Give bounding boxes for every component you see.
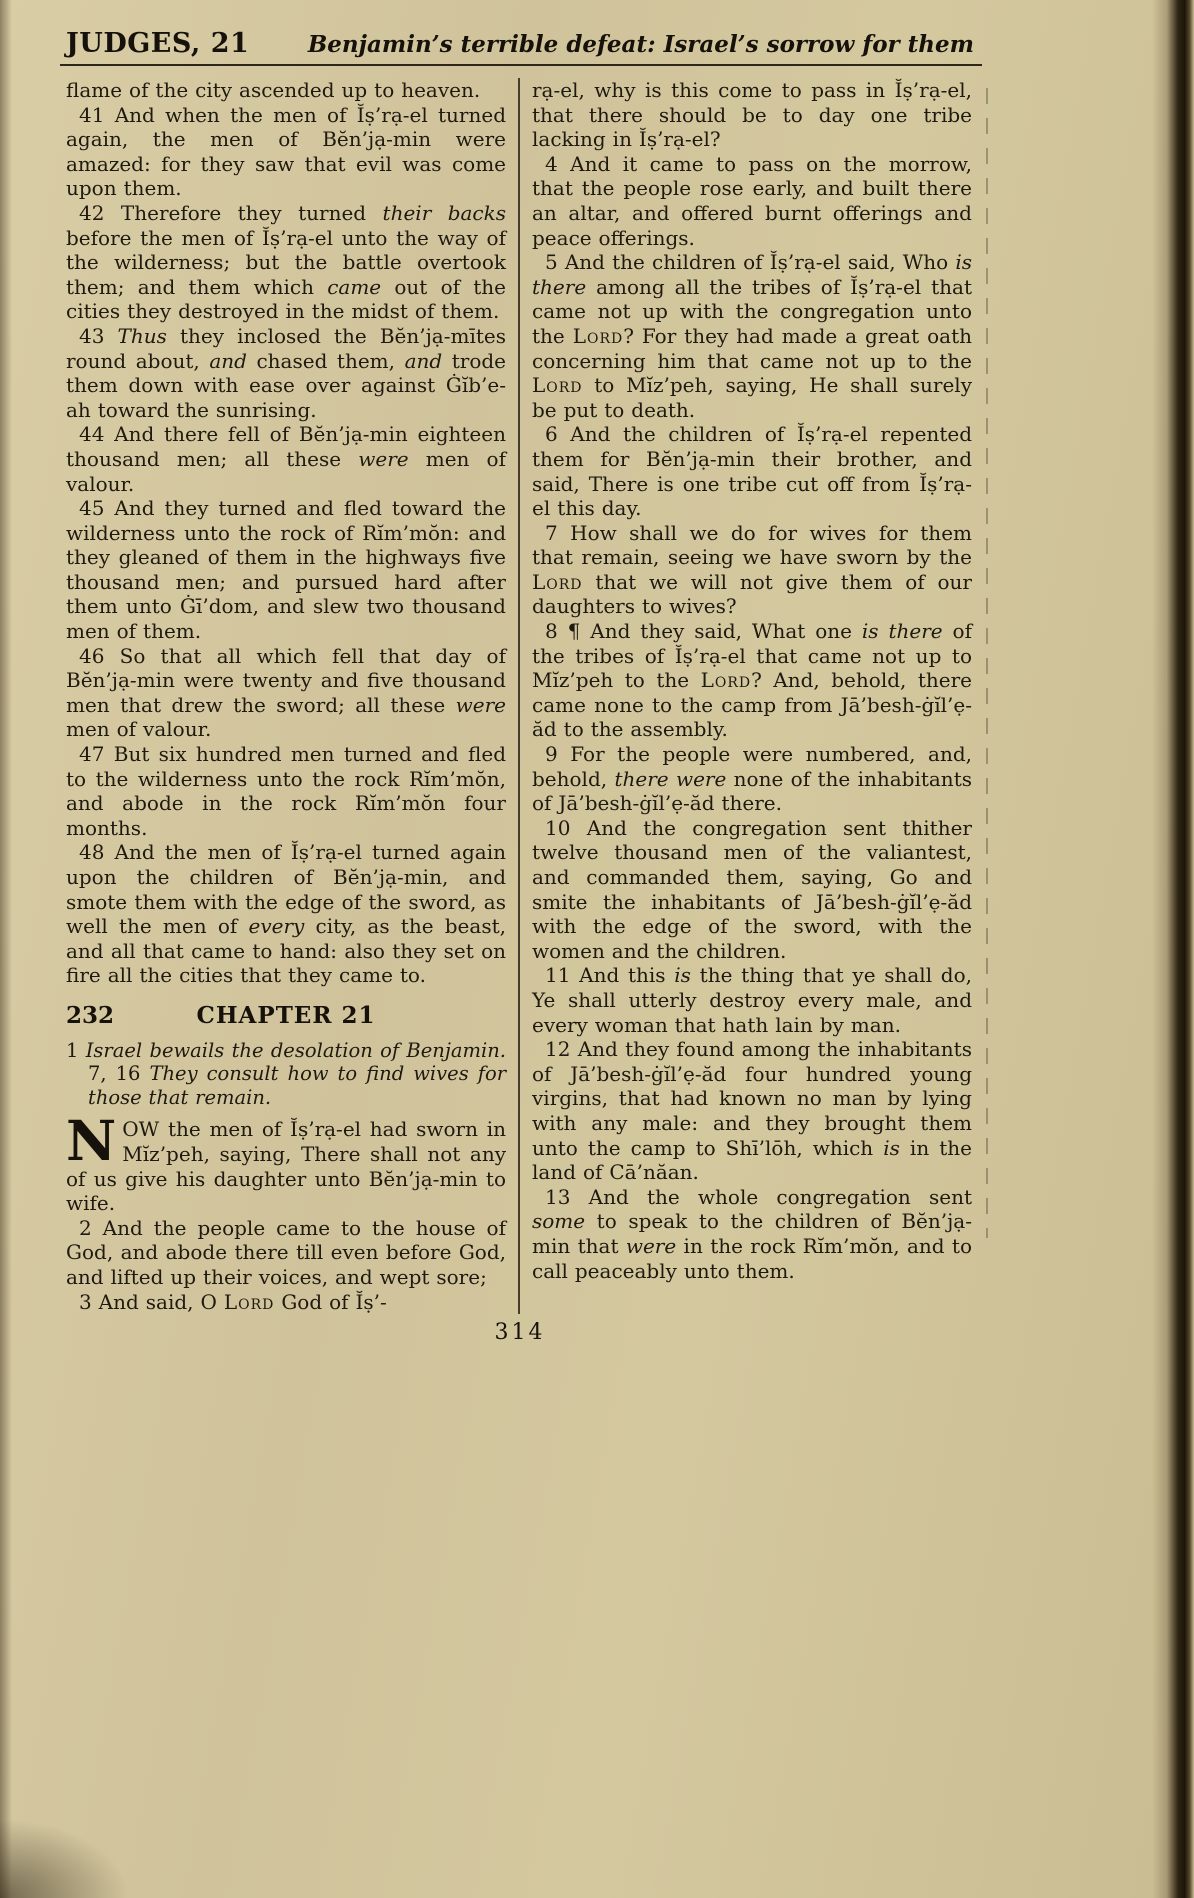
verse-paragraph [532, 1185, 972, 1283]
verse-paragraph [532, 816, 972, 964]
chapter-title: CHAPTER 21 [196, 1001, 376, 1029]
chapter-heading [66, 1002, 506, 1029]
verse-text: rạ-el, why is this come to pass in Ĭṣ’rạ-el, that there should be to day one tribe lacking in Ĭṣ’rạ-el? [532, 78, 972, 152]
italic-text: Israel bewails the desolation of Benjamin. [85, 1038, 506, 1062]
page-edge-shadow-left [0, 0, 12, 1898]
italic-text: Thus [117, 323, 167, 348]
italic-text: They consult how to find wives for those that remain. [88, 1062, 507, 1109]
divine-name-smallcaps: Lord [223, 1289, 275, 1314]
verse-text: God of Ĭṣ’- [274, 1289, 387, 1314]
verse-text: 7, 16 [88, 1062, 150, 1086]
verse-text: 8 ¶ And they said, What one [545, 619, 862, 644]
verse-text: that we will not give them of our daughters to wives? [532, 569, 972, 619]
verse-paragraph [66, 1216, 506, 1290]
verse-text: 13 And the whole congregation sent [545, 1184, 972, 1209]
text-columns [66, 78, 974, 1314]
chapter-heading-spacer [375, 1002, 506, 1029]
verse-text: 41 And when the men of Ĭṣ’rạ-el turned again, the men of Bĕn’jạ-min were amazed: for they saw that evil was come upon them. [66, 102, 506, 201]
page-number: 314 [494, 1320, 546, 1346]
verse-text: out of the cities they destroyed in the midst of them. [66, 274, 506, 324]
verse-paragraph [532, 250, 972, 422]
verse-text: in the land of Cā’năan. [532, 1135, 972, 1185]
corner-shadow [0, 1818, 130, 1898]
verse-text: none of the inhabitants of Jā’besh-ġĭl’ẹ-ăd there. [532, 766, 972, 816]
verse-paragraph [66, 1290, 506, 1315]
verse-paragraph [66, 422, 506, 496]
verse-text: flame of the city ascended up to heaven. [66, 78, 481, 102]
verse-text: 47 But six hundred men turned and fled to the wilderness unto the rock Rĭm’mŏn, and abode in the rock Rĭm’mŏn four months. [66, 742, 506, 840]
verse-paragraph [532, 742, 972, 816]
verse-text: before the men of Ĭṣ’rạ-el unto the way of the wilderness; but the battle overtook them; and them which [66, 225, 506, 299]
verse-text: 4 And it came to pass on the morrow, that the people rose early, and built there an altar, and offered burnt offerings and peace offerings. [532, 151, 972, 250]
italic-text: came [327, 274, 382, 299]
italic-text: every [248, 914, 305, 939]
running-head: Benjamin’s terrible defeat: Israel’s sorrow for them [307, 31, 974, 58]
verse-text: 42 Therefore they turned [79, 200, 383, 225]
verse-text: men of valour. [66, 446, 507, 496]
italic-text: and [404, 348, 443, 373]
verse-paragraph [66, 78, 506, 103]
italic-text: were [455, 692, 506, 717]
right-column [532, 78, 972, 1314]
italic-text: some [532, 1209, 586, 1234]
verse-text: 11 And this [545, 963, 675, 988]
verse-text: 9 For the people were numbered, and, behold, [532, 742, 972, 791]
verse-text: in the rock Rĭm’mŏn, and to call peaceably unto them. [532, 1233, 972, 1283]
verse-text: city, as the beast, and all that came to hand: also they set on fire all the cities that they came to. [66, 914, 506, 988]
verse-text: to speak to the children of Bĕn’jạ-min that [532, 1209, 972, 1258]
drop-cap: N [66, 1108, 117, 1174]
verse-text: 10 And the congregation sent thither twelve thousand men of the valiantest, and commanded them, saying, Go and smite the inhabitants of Jā’besh-ġĭl’ẹ-ăd with the edge of the sword, with the women and the children. [532, 815, 972, 963]
verse-text: trode them down with ease over against Ġĭb’e-ah toward the sunrising. [66, 348, 506, 422]
verse-text: 12 And they found among the inhabitants of Jā’besh-ġĭl’ẹ-ăd four hundred young virgins, that had known no man by lying with any male: and they brought them unto the camp to Shī’lōh, which [532, 1037, 972, 1160]
italic-text: is there [861, 619, 943, 644]
verse-text: men of valour. [66, 717, 212, 742]
divine-name-smallcaps: Lord [700, 668, 752, 693]
verse-text: 7 How shall we do for wives for them that remain, seeing we have sworn by the [532, 520, 972, 570]
column-divider [518, 78, 520, 1314]
verse-text: ? For they had made a great oath concerning him that came not up to the [532, 323, 972, 373]
verse-text: OW the men of Ĭṣ’rạ-el had sworn in Mĭz’peh, saying, There shall not any of us give his daughter unto Bĕn’jạ-min to wife. [66, 1117, 506, 1216]
divine-name-smallcaps: Lord [572, 323, 624, 348]
verse-text: 44 And there fell of Bĕn’jạ-min eighteen thousand men; all these [66, 422, 506, 471]
left-column [66, 78, 506, 1314]
verse-paragraph [66, 103, 506, 201]
verse-paragraph [66, 496, 506, 644]
verse-paragraph [66, 201, 506, 324]
scan-bleed-mark [986, 88, 988, 1238]
verse-paragraph [66, 1108, 506, 1216]
page-header [66, 28, 974, 59]
verse-text: ? And, behold, there came none to the camp from Jā’besh-ġĭl’ẹ-ăd to the assembly. [532, 668, 972, 742]
italic-text: is [674, 963, 691, 988]
verse-text: 5 And the children of Ĭṣ’rạ-el said, Who [545, 250, 956, 275]
verse-paragraph [532, 619, 972, 742]
chapter-summary [66, 1039, 506, 1110]
verse-text: 46 So that all which fell that day of Bĕn’jạ-min were twenty and five thousand men that drew the sword; all these [66, 643, 506, 717]
divine-name-smallcaps: Lord [532, 373, 583, 398]
italic-text: and [209, 348, 247, 373]
verse-text: to Mĭz’peh, saying, He shall surely be put to death. [532, 373, 972, 422]
verse-text: 45 And they turned and fled toward the wilderness unto the rock of Rĭm’mŏn: and they gleaned of them in the highways five thousand men; and pursued hard after them unto Ġī’dom, and slew two thousand men of them. [66, 496, 506, 644]
italic-text: their backs [382, 200, 507, 225]
verse-paragraph [66, 644, 506, 742]
verse-text: 2 And the people came to the house of God, and abode there till even before God, and lifted up their voices, and wept sore; [66, 1215, 506, 1290]
italic-text: is [883, 1135, 900, 1160]
verse-paragraph [66, 742, 506, 840]
verse-text: among all the tribes of Ĭṣ’rạ-el that came not up with the congregation unto the [532, 274, 972, 348]
verse-paragraph [66, 840, 506, 988]
verse-text: 43 [79, 323, 118, 348]
verse-paragraph [532, 78, 972, 152]
book-chapter-title: JUDGES, 21 [66, 28, 250, 59]
header-rule [60, 64, 982, 66]
page-footer [66, 1320, 974, 1345]
divine-name-smallcaps: Lord [532, 569, 583, 594]
verse-text: chased them, [246, 348, 405, 373]
italic-text: there were [614, 766, 727, 791]
verse-text: 48 And the men of Ĭṣ’rạ-el turned again upon the children of Bĕn’jạ-min, and smote them with the edge of the sword, as well the men of [66, 840, 506, 939]
verse-text: of the tribes of Ĭṣ’rạ-el that came not up to Mĭz’peh to the [532, 619, 972, 693]
verse-paragraph [532, 152, 972, 250]
verse-paragraph [532, 963, 972, 1037]
verse-text: 6 And the children of Ĭṣ’rạ-el repented them for Bĕn’jạ-min their brother, and said, There is one tribe cut off from Ĭṣ’rạ-el this day. [532, 422, 972, 521]
verse-text: the thing that ye shall do, Ye shall utterly destroy every male, and every woman that hath lain by man. [532, 963, 973, 1037]
italic-text: were [625, 1233, 677, 1258]
section-number: 232 [66, 1001, 115, 1029]
verse-paragraph [532, 422, 972, 520]
verse-paragraph [532, 521, 972, 619]
verse-paragraph [66, 324, 506, 422]
page-edge-shadow-right [1152, 0, 1194, 1898]
italic-text: were [358, 446, 409, 471]
verse-paragraph [532, 1037, 972, 1185]
verse-text: 1 [66, 1038, 86, 1062]
verse-text: they inclosed the Bĕn’jạ-mītes round about, [66, 323, 506, 373]
verse-text: 3 And said, O [79, 1289, 224, 1314]
italic-text: is there [532, 250, 972, 299]
